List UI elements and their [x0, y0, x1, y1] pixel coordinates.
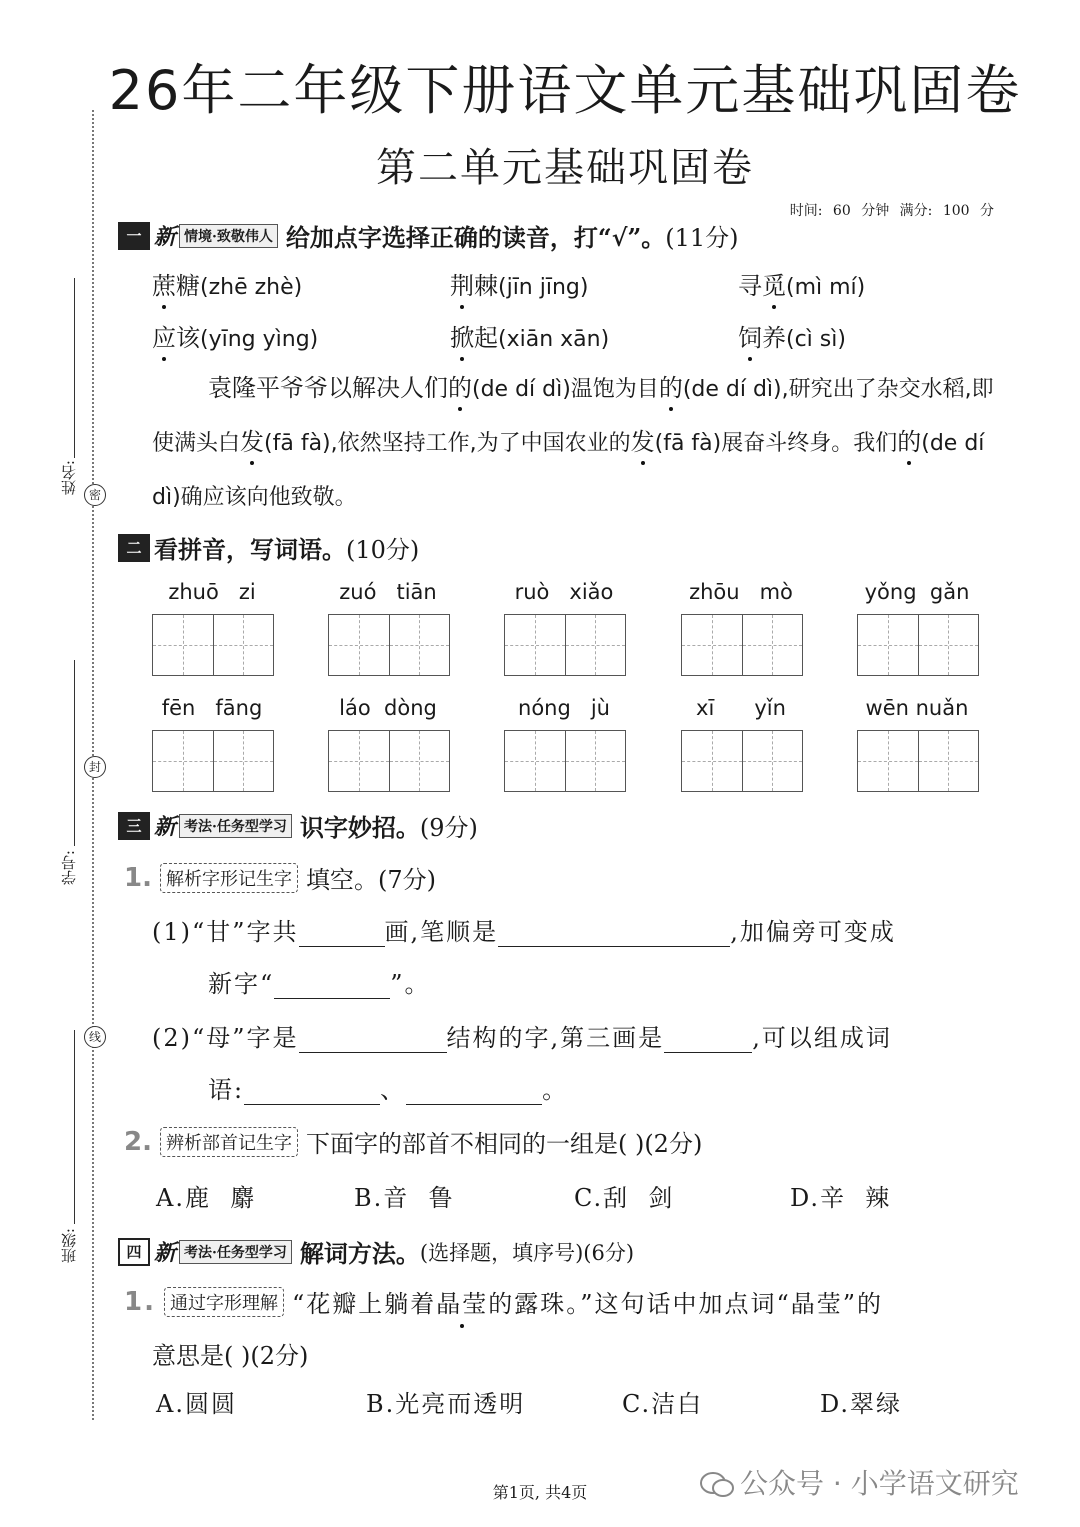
question-text: 画,笔顺是	[384, 918, 499, 946]
writing-cell[interactable]	[682, 731, 742, 791]
class-label: 班级:	[60, 1228, 78, 1264]
answer-option[interactable]: A.圆圆	[156, 1390, 237, 1418]
pinyin-label: xī yǐn	[696, 696, 786, 720]
structure-blank[interactable]	[299, 1026, 447, 1053]
writing-box[interactable]	[152, 730, 274, 792]
pinyin-label: zhōu mò	[689, 580, 793, 604]
item-char: 养	[762, 324, 786, 352]
writing-box[interactable]	[152, 614, 274, 676]
para-text: 袁隆平爷爷以解决人们	[208, 374, 448, 402]
new-badge: 新	[154, 224, 177, 250]
question-text: ,加偏旁可变成	[730, 918, 896, 946]
pinyin-choices[interactable]: (zhē zhè)	[200, 275, 303, 300]
writing-box[interactable]	[857, 614, 979, 676]
section-1-heading	[118, 218, 739, 253]
pinyin-choices[interactable]: (jīn jīng)	[498, 275, 589, 300]
seal-feng: 封	[84, 756, 106, 778]
writing-cell[interactable]	[505, 731, 565, 791]
section-1-number: 一	[118, 222, 150, 250]
item-char: 觅	[762, 272, 786, 300]
item-char: 糖	[176, 272, 200, 300]
dotted-char: 的	[448, 374, 472, 402]
pinyin-label: ruò xiǎo	[514, 580, 614, 604]
writing-cell[interactable]	[153, 731, 213, 791]
page-number: 第1页, 共4页	[492, 1483, 588, 1502]
section-2-heading	[118, 530, 419, 565]
question-text: 的露珠。”这句话中加点词“晶莹”的	[488, 1290, 884, 1318]
name-label: 姓名:	[60, 460, 78, 496]
question-text: 下面字的部首不相同的一组是( )(2分)	[305, 1130, 703, 1158]
seal-mi: 密	[84, 484, 106, 506]
item-char: 起	[474, 324, 498, 352]
para-text[interactable]: (fā fà),依然坚持工作,为了中国农业的	[264, 431, 631, 456]
writing-cell[interactable]	[329, 615, 389, 675]
section-3-tag: 考法·任务型学习	[179, 814, 292, 838]
para-text[interactable]: (de dí dì)确应该向他致敬。	[152, 431, 985, 510]
writing-cell[interactable]	[682, 615, 742, 675]
question-number: 1.	[124, 862, 152, 893]
writing-cell[interactable]	[153, 615, 213, 675]
answer-option[interactable]: D.辛 辣	[790, 1184, 892, 1212]
wechat-icon	[700, 1472, 734, 1498]
question-text: 、	[380, 1076, 407, 1104]
pinyin-label: zuó tiān	[339, 580, 437, 604]
item-char: 蔗	[152, 272, 176, 300]
answer-option[interactable]: B.音 鲁	[354, 1184, 455, 1212]
item-char: 该	[176, 324, 200, 352]
watermark-text: 公众号 · 小学语文研究	[740, 1467, 1019, 1500]
answer-option[interactable]: B.光亮而透明	[366, 1390, 526, 1418]
stroke-order-blank[interactable]	[498, 920, 730, 947]
item-char: 掀	[450, 324, 474, 352]
section-3-title: 识字妙招。	[299, 813, 420, 842]
question-text: (2)“母”字是	[152, 1024, 299, 1052]
section-4-tag: 考法·任务型学习	[179, 1240, 292, 1264]
pinyin-choices[interactable]: (xiān xān)	[498, 327, 610, 352]
question-3-1a	[152, 912, 896, 947]
pinyin-choices[interactable]: (cì sì)	[786, 327, 846, 352]
section-2-title: 看拼音，写词语。	[154, 535, 346, 564]
question-tag: 解析字形记生字	[160, 863, 298, 893]
new-char-blank[interactable]	[274, 972, 390, 999]
dotted-char: 发	[630, 428, 655, 456]
dotted-char: 的	[897, 428, 922, 456]
section-3-heading	[118, 808, 478, 843]
question-text: 填空。(7分)	[305, 866, 436, 894]
section-4-heading	[118, 1234, 634, 1269]
writing-cell[interactable]	[858, 731, 918, 791]
pinyin-label: zhuō zi	[168, 580, 256, 604]
item-char: 荆	[450, 272, 474, 300]
pinyin-choices[interactable]: (mì mí)	[786, 275, 866, 300]
writing-box[interactable]	[328, 614, 450, 676]
question-text: (1)“甘”字共	[152, 918, 299, 946]
dotted-char: 发	[240, 428, 265, 456]
student-id-write-line	[74, 660, 75, 846]
new-badge: 新	[154, 1240, 177, 1266]
word-blank-1[interactable]	[244, 1078, 380, 1105]
pinyin-label: fēn fāng	[161, 696, 263, 720]
word-blank-2[interactable]	[406, 1078, 542, 1105]
page-title: 26年二年级下册语文单元基础巩固卷	[108, 59, 1022, 122]
writing-box[interactable]	[681, 730, 803, 792]
writing-cell[interactable]	[565, 731, 626, 791]
third-stroke-blank[interactable]	[664, 1026, 752, 1053]
writing-cell[interactable]	[389, 615, 450, 675]
question-text: 。	[542, 1076, 569, 1104]
pinyin-label: wēn nuǎn	[865, 696, 969, 720]
pinyin-label: láo dòng	[339, 696, 437, 720]
reading-choice-item[interactable]	[450, 318, 609, 353]
writing-cell[interactable]	[505, 615, 565, 675]
section-1-tag: 情境·致敬伟人	[179, 224, 278, 248]
writing-cell[interactable]	[742, 615, 803, 675]
question-3-1b-cont	[208, 1070, 568, 1105]
answer-option[interactable]: C.刮 剑	[574, 1184, 675, 1212]
question-text: 结构的字,第三画是	[446, 1024, 665, 1052]
section-3-number: 三	[118, 812, 150, 840]
writing-cell[interactable]	[742, 731, 803, 791]
seal-xian: 线	[84, 1026, 106, 1048]
para-text[interactable]: (de dí dì),研究出了杂交水稻,即使满头白	[152, 377, 994, 456]
question-4-1-cont: 意思是( )(2分)	[152, 1342, 309, 1370]
pinyin-choices[interactable]: (yīng yìng)	[200, 327, 319, 352]
dotted-char: 的	[658, 374, 683, 402]
pinyin-label: yǒng gǎn	[864, 580, 970, 604]
dotted-word: 晶莹	[436, 1284, 488, 1319]
time-label: 时间: 60 分钟	[789, 203, 890, 219]
question-tag: 通过字形理解	[164, 1287, 284, 1317]
question-tag: 辨析部首记生字	[160, 1127, 298, 1157]
page-subtitle: 第二单元基础巩固卷	[376, 145, 754, 191]
pinyin-label: nóng jù	[518, 696, 610, 720]
answer-option[interactable]: A.鹿 麝	[156, 1184, 257, 1212]
writing-box[interactable]	[857, 730, 979, 792]
question-3-1b	[152, 1018, 892, 1053]
para-text[interactable]: (de dí dì)温饱为目	[472, 377, 659, 402]
writing-box[interactable]	[328, 730, 450, 792]
question-number: 1.	[124, 1286, 156, 1317]
section-2-score: (10分)	[346, 536, 420, 564]
question-4-1	[124, 1284, 883, 1319]
question-text: 新字“	[208, 970, 275, 998]
writing-cell[interactable]	[565, 615, 626, 675]
reading-choice-item[interactable]	[450, 266, 588, 301]
class-write-line	[74, 1030, 75, 1224]
reading-choice-item[interactable]	[738, 318, 846, 353]
question-text: 语:	[208, 1076, 245, 1104]
student-id-label: 学号:	[60, 850, 78, 886]
writing-cell[interactable]	[213, 731, 274, 791]
item-char: 寻	[738, 272, 762, 300]
exam-meta	[790, 200, 994, 220]
name-write-line	[74, 278, 75, 458]
section-4-number: 四	[118, 1238, 150, 1266]
watermark	[700, 1462, 1019, 1502]
question-number: 2.	[124, 1126, 152, 1157]
section-1-paragraph	[152, 362, 994, 524]
section-3-score: (9分)	[419, 814, 478, 842]
writing-cell[interactable]	[918, 731, 979, 791]
writing-box[interactable]	[504, 614, 626, 676]
question-text: ,可以组成词	[752, 1024, 892, 1052]
writing-cell[interactable]	[918, 615, 979, 675]
reading-choice-item[interactable]	[152, 266, 302, 301]
writing-cell[interactable]	[858, 615, 918, 675]
new-badge: 新	[154, 814, 177, 840]
section-1-score: (11分)	[665, 224, 739, 252]
full-score-label: 满分: 100 分	[899, 203, 994, 219]
writing-box[interactable]	[504, 730, 626, 792]
writing-cell[interactable]	[329, 731, 389, 791]
question-text: “花瓣上躺着	[291, 1290, 437, 1318]
para-text[interactable]: (fā fà)展奋斗终身。我们	[654, 431, 898, 456]
section-1-title: 给加点字选择正确的读音，打“√”。	[285, 223, 666, 252]
stroke-count-blank[interactable]	[299, 920, 385, 947]
question-3-1	[124, 860, 436, 895]
item-char: 棘	[474, 272, 498, 300]
section-4-score: (选择题，填序号)(6分)	[419, 1240, 635, 1265]
question-3-1a-cont	[208, 964, 431, 999]
writing-cell[interactable]	[389, 731, 450, 791]
section-2-number: 二	[118, 534, 150, 562]
question-3-2	[124, 1124, 702, 1159]
question-text: ”。	[390, 970, 431, 998]
item-char: 应	[152, 324, 176, 352]
item-char: 饲	[738, 324, 762, 352]
answer-option[interactable]: C.洁白	[622, 1390, 704, 1418]
writing-box[interactable]	[681, 614, 803, 676]
writing-cell[interactable]	[213, 615, 274, 675]
reading-choice-item[interactable]	[152, 318, 318, 353]
reading-choice-item[interactable]	[738, 266, 865, 301]
answer-option[interactable]: D.翠绿	[820, 1390, 903, 1418]
section-4-title: 解词方法。	[299, 1239, 420, 1268]
